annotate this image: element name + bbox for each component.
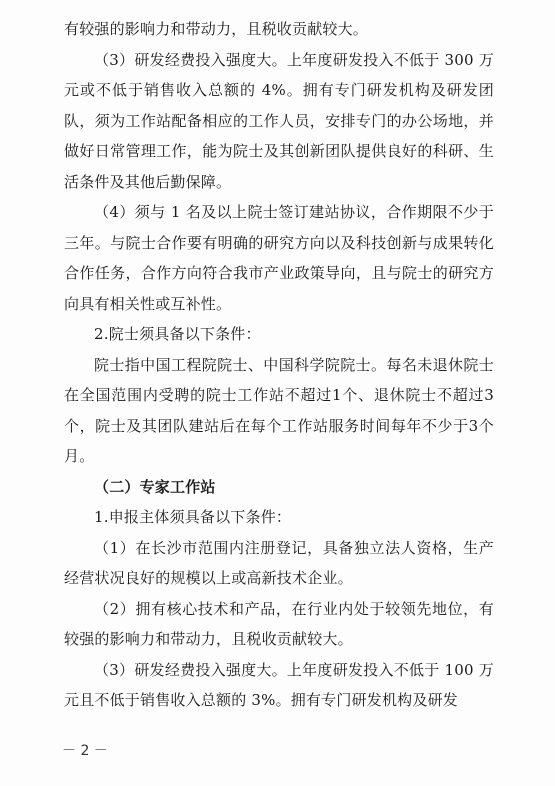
paragraph-agreement-requirement: （4）须与 1 名及以上院士签订建站协议，合作期限不少于三年。与院士合作要有明确的研究方向以及科技创新与成果转化合作任务，合作方向符合我市产业政策导向，且与院士的研究方向具有相关性或互补性。 (64, 203, 494, 313)
paragraph-applicant-conditions-heading: 1.申报主体须具备以下条件： (94, 508, 292, 526)
paragraph-rd-investment-expert: （3）研发经费投入强度大。上年度研发投入不低于 100 万元且不低于销售收入总额的 3%。拥有专门研发机构及研发 (64, 660, 494, 709)
paragraph-registration-requirement: （1）在长沙市范围内注册登记，具备独立法人资格，生产经营状况良好的规模以上或高新技术企业。 (64, 538, 494, 587)
paragraph-academician-definition: 院士指中国工程院院士、中国科学院院士。每名未退休院士在全国范围内受聘的院士工作站不超过1个、退休院士不超过3个，院士及其团队建站后在每个工作站服务时间每年不少于3个月。 (64, 355, 494, 465)
paragraph-academician-conditions-heading: 2.院士须具备以下条件： (94, 325, 261, 343)
page-number: － 2 － (62, 743, 108, 759)
paragraph-core-technology: （2）拥有核心技术和产品，在行业内处于较领先地位，有较强的影响力和带动力，且税收贡献较大。 (64, 599, 494, 648)
paragraph-continuation: 有较强的影响力和带动力，且税收贡献较大。 (64, 20, 369, 38)
paragraph-rd-investment-academician: （3）研发经费投入强度大。上年度研发投入不低于 300 万元或不低于销售收入总额的 4%。拥有专门研发机构及研发团队，须为工作站配备相应的工作人员，安排专门的办公场地，并做好日常管理工作，能为院士及其创新团队提供良好的科研、生活条件及其他后勤保障。 (64, 50, 494, 191)
document-body (64, 14, 494, 716)
section-heading-expert-workstation: （二）专家工作站 (94, 477, 216, 496)
